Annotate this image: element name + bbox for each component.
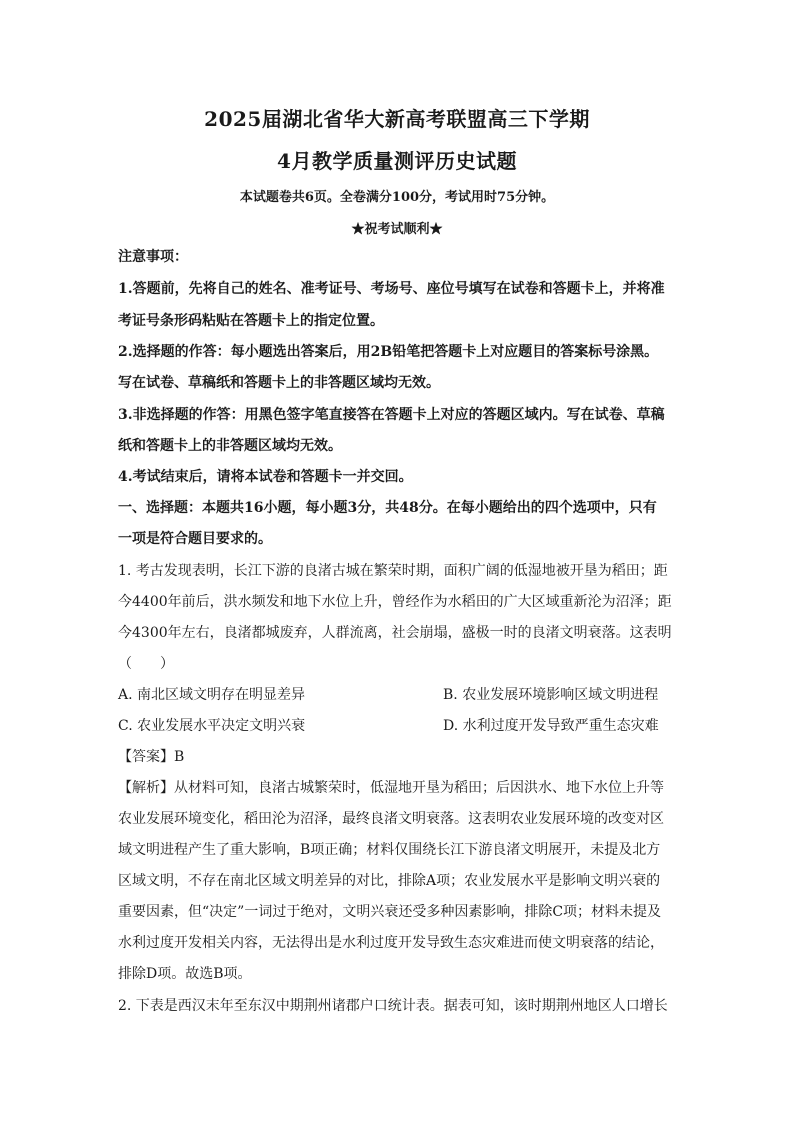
page-title-line2: 4月教学质量测评历史试题 [277, 149, 517, 173]
question-1-blank: （ ） [118, 656, 174, 672]
question-1-analysis-line5: 重要因素，但“决定”一词过于绝对，文明兴衰还受多种因素影响，排除C项；材料未提及 [118, 904, 662, 920]
notice-item-1-cont: 考证号条形码粘贴在答题卡上的指定位置。 [118, 313, 384, 329]
question-1-option-b: B. 农业发展环境影响区域文明进程 [443, 687, 659, 703]
section-heading-cont: 一项是符合题目要求的。 [118, 531, 272, 547]
question-1-option-c: C. 农业发展水平决定文明兴衰 [118, 718, 306, 734]
question-1-answer: 【答案】B [118, 749, 185, 765]
question-1-analysis-line4: 区域文明，不存在南北区域文明差异的对比，排除A项；农业发展水平是影响文明兴衰的 [118, 873, 661, 889]
question-1-analysis-line2: 农业发展环境变化，稻田沦为沼泽，最终良渚文明衰落。这表明农业发展环境的改变对区 [118, 811, 664, 827]
notice-item-2: 2.选择题的作答：每小题选出答案后，用2B铅笔把答题卡上对应题目的答案标号涂黑。 [118, 344, 659, 360]
page-title: 2025届湖北省华大新高考联盟高三下学期 [204, 107, 590, 131]
notice-item-1: 1.答题前，先将自己的姓名、准考证号、考场号、座位号填写在试卷和答题卡上，并将准 [118, 281, 665, 297]
question-1-stem: 1. 考古发现表明，长江下游的良渚古城在繁荣时期，面积广阔的低湿地被开垦为稻田；距 [118, 563, 668, 579]
notice-item-4: 4.考试结束后，请将本试卷和答题卡一并交回。 [118, 469, 413, 485]
question-1-analysis-line3: 域文明进程产生了重大影响，B项正确；材料仅围绕长江下游良渚文明展开，未提及北方 [118, 842, 661, 858]
section-heading: 一、选择题：本题共16小题，每小题3分，共48分。在每小题给出的四个选项中，只有 [118, 500, 657, 516]
question-1-stem-line3: 今4300年左右，良渚都城废弃，人群流离，社会崩塌，盛极一时的良渚文明衰落。这表明 [118, 625, 672, 641]
notice-item-2-cont: 写在试卷、草稿纸和答题卡上的非答题区域均无效。 [118, 375, 440, 391]
question-1-option-d: D. 水利过度开发导致严重生态灾难 [443, 718, 659, 734]
notice-item-3-cont: 纸和答题卡上的非答题区域均无效。 [118, 438, 342, 454]
question-1-stem-line2: 今4400年前后，洪水频发和地下水位上升，曾经作为水稻田的广大区域重新沦为沼泽；距 [118, 594, 672, 610]
good-luck-text: ★祝考试顺利★ [351, 222, 443, 237]
question-1-analysis: 【解析】从材料可知，良渚古城繁荣时，低湿地开垦为稻田；后因洪水、地下水位上升等 [118, 780, 664, 796]
exam-info: 本试题卷共6页。全卷满分100分，考试用时75分钟。 [239, 190, 555, 205]
question-1-option-a: A. 南北区域文明存在明显差异 [118, 687, 306, 703]
question-1-analysis-line7: 排除D项。故选B项。 [118, 966, 252, 982]
notice-heading: 注意事项： [118, 249, 188, 265]
question-2-stem: 2. 下表是西汉末年至东汉中期荆州诸郡户口统计表。据表可知，该时期荆州地区人口增长 [118, 998, 668, 1014]
notice-item-3: 3.非选择题的作答：用黑色签字笔直接答在答题卡上对应的答题区域内。写在试卷、草稿 [118, 407, 665, 423]
question-1-analysis-line6: 水利过度开发相关内容，无法得出是水利过度开发导致生态灾难进而使文明衰落的结论， [118, 935, 664, 951]
